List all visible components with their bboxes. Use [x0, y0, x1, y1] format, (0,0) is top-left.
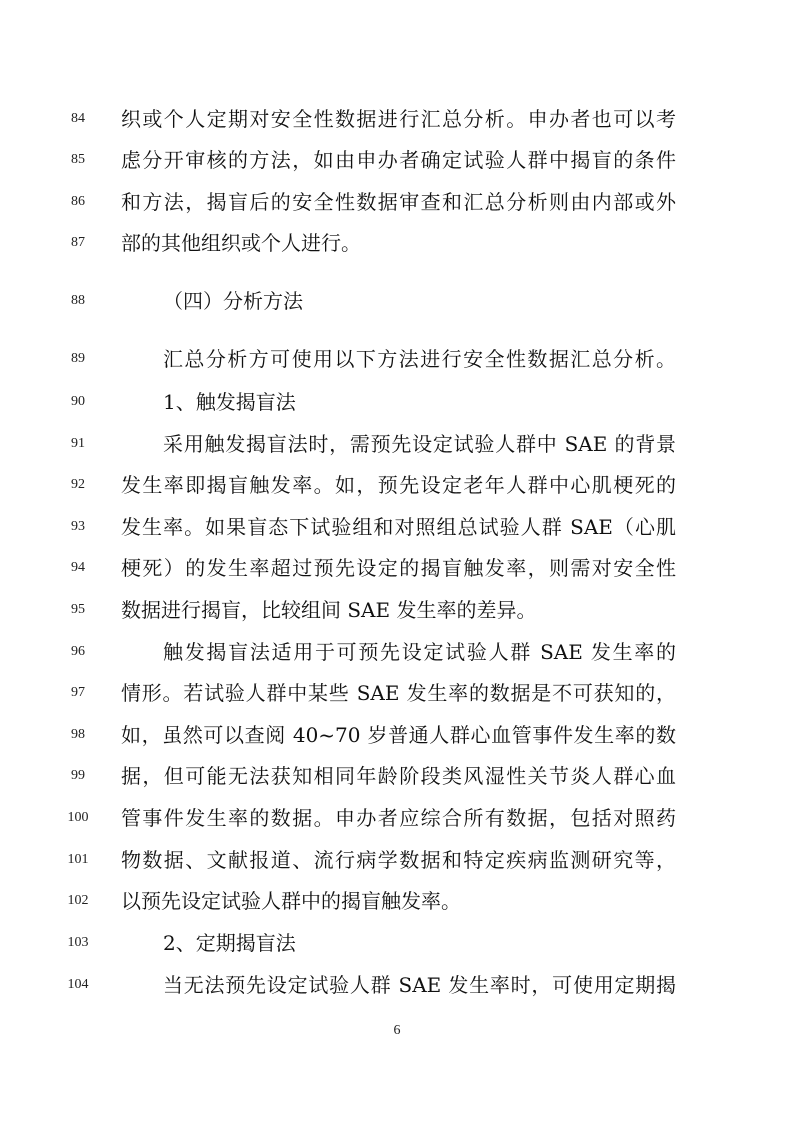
line-text: 以预先设定试验人群中的揭盲触发率。 [121, 889, 461, 913]
text-line [0, 342, 794, 376]
subsection-heading [0, 385, 794, 419]
heading-text: 1、触发揭盲法 [163, 390, 296, 414]
line-number: 91 [71, 436, 85, 451]
line-text: 如，虽然可以查阅 40~70 岁普通人群心血管事件发生率的数 [121, 723, 676, 747]
text-line [0, 676, 794, 710]
text-line [0, 843, 794, 877]
line-number: 102 [67, 893, 89, 908]
line-text: 当无法预先设定试验人群 SAE 发生率时，可使用定期揭 [163, 973, 676, 997]
text-line [0, 593, 794, 627]
line-number: 85 [71, 152, 85, 167]
text-line [0, 102, 794, 136]
line-text: 织或个人定期对安全性数据进行汇总分析。申办者也可以考 [121, 107, 676, 131]
text-line [0, 143, 794, 177]
line-text: 管事件发生率的数据。申办者应综合所有数据，包括对照药 [121, 806, 676, 830]
line-text: 发生率。如果盲态下试验组和对照组总试验人群 SAE（心肌 [121, 515, 676, 539]
line-text: 物数据、文献报道、流行病学数据和特定疾病监测研究等， [121, 848, 676, 872]
line-text: 情形。若试验人群中某些 SAE 发生率的数据是不可获知的， [121, 681, 676, 705]
line-number: 89 [71, 351, 85, 366]
line-text: 数据进行揭盲，比较组间 SAE 发生率的差异。 [121, 598, 537, 622]
line-number: 88 [71, 293, 85, 308]
line-number: 97 [71, 685, 85, 700]
line-number: 103 [67, 935, 89, 950]
line-text: 虑分开审核的方法，如由申办者确定试验人群中揭盲的条件 [121, 148, 676, 172]
line-number: 101 [67, 852, 89, 867]
line-text: 部的其他组织或个人进行。 [121, 231, 361, 255]
text-line [0, 226, 794, 260]
text-line [0, 635, 794, 669]
line-number: 92 [71, 477, 85, 492]
line-number: 87 [71, 235, 85, 250]
heading-text: 2、定期揭盲法 [163, 931, 296, 955]
text-line [0, 718, 794, 752]
line-text: 梗死）的发生率超过预先设定的揭盲触发率，则需对安全性 [121, 556, 676, 580]
line-number: 98 [71, 727, 85, 742]
line-number: 93 [71, 519, 85, 534]
line-number: 104 [67, 977, 89, 992]
line-number: 99 [71, 768, 85, 783]
line-number: 94 [71, 560, 85, 575]
text-line [0, 884, 794, 918]
line-text: 触发揭盲法适用于可预先设定试验人群 SAE 发生率的 [163, 640, 676, 664]
section-heading [0, 284, 794, 318]
text-line [0, 510, 794, 544]
page-number: 6 [393, 1023, 401, 1038]
text-line [0, 427, 794, 461]
line-text: 采用触发揭盲法时，需预先设定试验人群中 SAE 的背景 [163, 432, 676, 456]
text-line [0, 968, 794, 1002]
line-number: 100 [67, 810, 89, 825]
line-number: 96 [71, 644, 85, 659]
line-text: 和方法，揭盲后的安全性数据审查和汇总分析则由内部或外 [121, 190, 676, 214]
line-text: 汇总分析方可使用以下方法进行安全性数据汇总分析。 [163, 347, 676, 371]
line-number: 84 [71, 111, 85, 126]
line-text: 据，但可能无法获知相同年龄阶段类风湿性关节炎人群心血 [121, 764, 676, 788]
line-text: 发生率即揭盲触发率。如，预先设定老年人群中心肌梗死的 [121, 473, 676, 497]
line-number: 86 [71, 194, 85, 209]
text-line [0, 468, 794, 502]
subsection-heading [0, 926, 794, 960]
text-line [0, 551, 794, 585]
heading-text: （四）分析方法 [163, 289, 303, 313]
line-number: 95 [71, 602, 85, 617]
text-line [0, 185, 794, 219]
text-line [0, 759, 794, 793]
text-line [0, 801, 794, 835]
line-number: 90 [71, 394, 85, 409]
